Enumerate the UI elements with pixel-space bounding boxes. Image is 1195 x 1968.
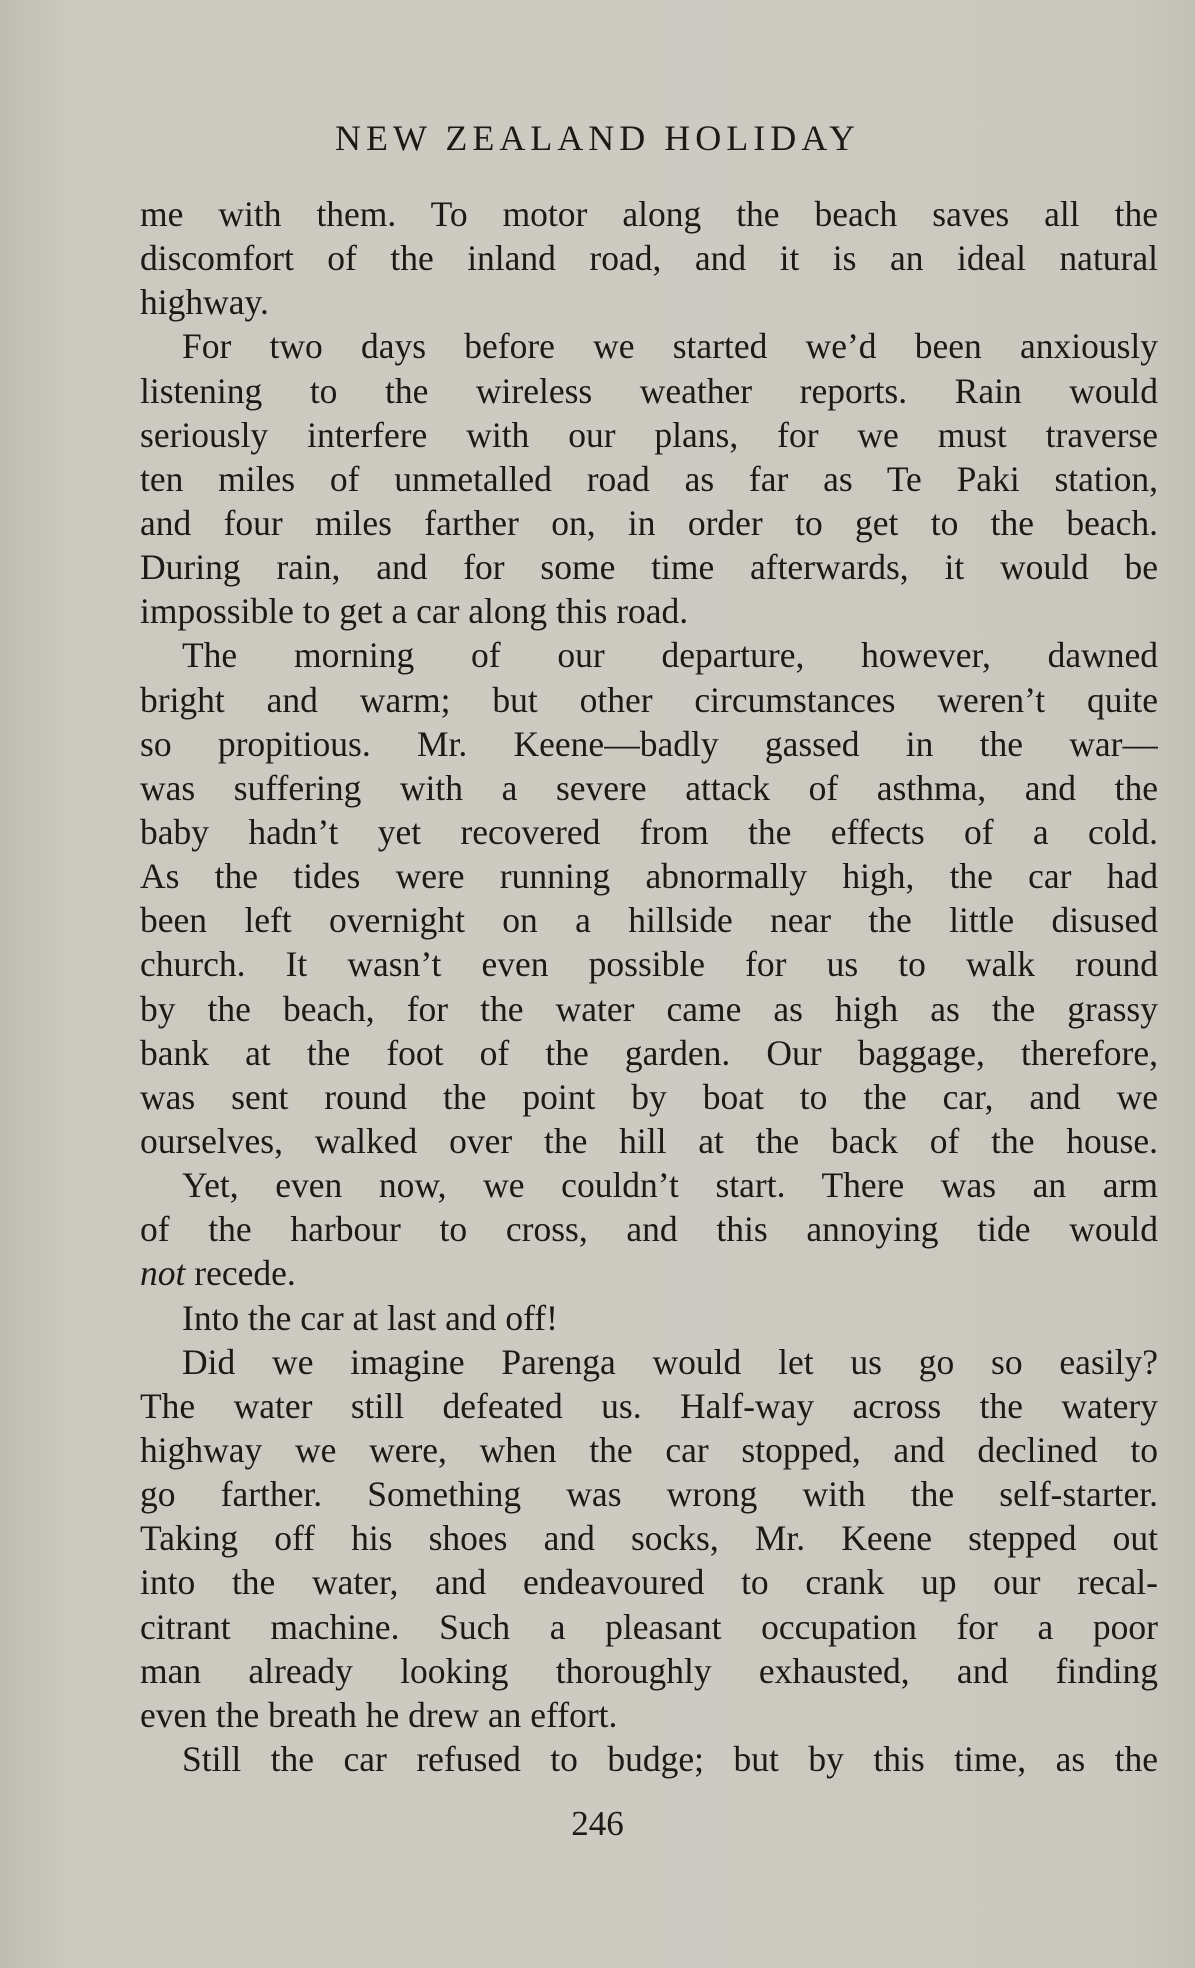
text-line: As the tides were running abnormally high, the car had <box>140 856 1158 897</box>
text-line: not recede. <box>140 1253 296 1294</box>
text-line: For two days before we started we’d been anxiously <box>182 326 1158 367</box>
text-line: me with them. To motor along the beach saves all the <box>140 194 1158 234</box>
text-line: discomfort of the inland road, and it is an ideal natural <box>140 238 1158 279</box>
text-line: go farther. Something was wrong with the self-starter. <box>140 1474 1158 1515</box>
text-line: and four miles farther on, in order to get to the beach. <box>140 502 1158 543</box>
text-line: Still the car refused to budge; but by this time, as the <box>182 1738 1158 1779</box>
text-line: man already looking thoroughly exhausted, and finding <box>140 1650 1158 1691</box>
text-line: Did we imagine Parenga would let us go so easily? <box>182 1341 1158 1382</box>
text-line: church. It wasn’t even possible for us to walk round <box>140 944 1158 985</box>
text-line: seriously interfere with our plans, for we must traverse <box>140 414 1158 455</box>
text-line: by the beach, for the water came as high as the grassy <box>140 988 1158 1029</box>
text-line: citrant machine. Such a pleasant occupation for a poor <box>140 1606 1158 1647</box>
text-line: ourselves, walked over the hill at the back of the house. <box>140 1120 1158 1161</box>
text-line: ten miles of unmetalled road as far as Te Paki station, <box>140 458 1158 499</box>
text-line: highway. <box>140 282 269 323</box>
text-line: even the breath he drew an effort. <box>140 1694 618 1735</box>
text-line: The water still defeated us. Half-way across the watery <box>140 1385 1158 1426</box>
text-line: Into the car at last and off! <box>182 1297 558 1338</box>
text-line: Yet, even now, we couldn’t start. There was an arm <box>182 1165 1158 1206</box>
text-line: was sent round the point by boat to the car, and we <box>140 1076 1158 1117</box>
text-line: Taking off his shoes and socks, Mr. Keene stepped out <box>140 1518 1158 1559</box>
running-head: NEW ZEALAND HOLIDAY <box>335 118 860 158</box>
text-line: baby hadn’t yet recovered from the effects of a cold. <box>140 811 1158 852</box>
emphasis: not <box>140 1253 186 1294</box>
text-line: bright and warm; but other circumstances weren’t quite <box>140 679 1158 720</box>
text-line: was suffering with a severe attack of asthma, and the <box>140 767 1158 808</box>
text-line: been left overnight on a hillside near the little disused <box>140 900 1158 941</box>
text-line: During rain, and for some time afterwards, it would be <box>140 547 1158 588</box>
text-line: into the water, and endeavoured to crank up our recal- <box>140 1562 1158 1603</box>
text-line: bank at the foot of the garden. Our baggage, therefore, <box>140 1032 1158 1073</box>
text-line: so propitious. Mr. Keene—badly gassed in the war— <box>140 723 1158 764</box>
text-line: highway we were, when the car stopped, and declined to <box>140 1429 1158 1470</box>
page-number: 246 <box>571 1804 624 1843</box>
text-line: impossible to get a car along this road. <box>140 591 689 632</box>
text-line: of the harbour to cross, and this annoying tide would <box>140 1209 1158 1250</box>
text-line: The morning of our departure, however, dawned <box>182 635 1158 676</box>
body-text <box>140 192 1158 1781</box>
text-line: listening to the wireless weather reports. Rain would <box>140 370 1158 411</box>
